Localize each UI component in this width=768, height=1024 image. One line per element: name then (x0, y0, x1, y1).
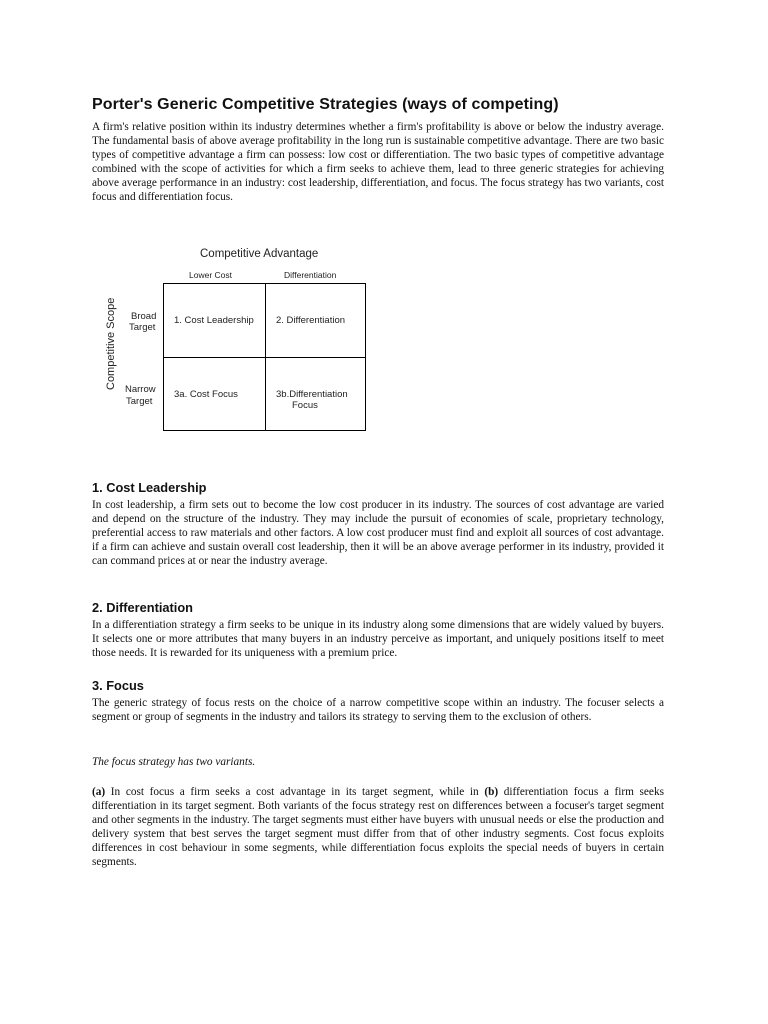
cell-differentiation: 2. Differentiation (276, 315, 346, 326)
section-heading: 3. Focus (92, 678, 144, 693)
focus-variants-paragraph (92, 786, 664, 869)
diagram-row-narrow-target: Target (126, 396, 153, 407)
diagram-row-broad: Broad (131, 311, 157, 322)
section-paragraph: The generic strategy of focus rests on the choice of a narrow competitive scope within an industry. The focuser selects a segment or group of segments in the industry and tailors its strategy to serving them to the exclusion of others. (92, 697, 664, 723)
focus-variants-intro (92, 756, 664, 770)
diagram-side-label: Competitive Scope (105, 297, 117, 390)
strategy-grid (163, 283, 366, 431)
variant-a-text: In cost focus a firm seeks a cost advantage in its target segment, while in (105, 786, 485, 798)
intro-paragraph: A firm's relative position within its industry determines whether a firm's profitability is above or below the industry average. The fundamental basis of above average profitability in the long run is sustainable competitive advantage. There are two basic types of competitive advantage a firm can possess: low cost or differentiation. The two basic types of competitive advantage combined with the scope of activities for which a firm seeks to achieve them, lead to three generic strategies for achieving above average performance in an industry: cost leadership, differentiation, and focus. The focus strategy has two variants, cost focus and differentiation focus. (92, 121, 664, 203)
cell-cost-leadership: 1. Cost Leadership (174, 315, 254, 326)
cell-differentiation-focus-line2: Focus (292, 400, 318, 411)
cell-differentiation-focus: 3b.Differentiation (276, 389, 348, 400)
variants-intro-text: The focus strategy has two variants. (92, 756, 256, 768)
grid-divider-horizontal (164, 357, 365, 358)
diagram-col-differentiation: Differentiation (284, 270, 337, 280)
diagram-row-broad-target: Target (129, 322, 156, 333)
variant-a-marker: (a) (92, 786, 106, 798)
section-heading: 2. Differentiation (92, 600, 193, 615)
section-differentiation (92, 600, 664, 661)
variant-b-marker: (b) (484, 786, 499, 798)
diagram-col-lower-cost: Lower Cost (189, 270, 232, 280)
diagram-row-narrow: Narrow (125, 384, 156, 395)
page-title: Porter's Generic Competitive Strategies (ways of competing) (92, 96, 559, 113)
section-cost-leadership (92, 480, 664, 569)
section-paragraph: In a differentiation strategy a firm seeks to be unique in its industry along some dimensions that are widely valued by buyers. It selects one or more attributes that many buyers in an industry perceive as important, and uniquely positions itself to meet those needs. It is rewarded for its uniqueness with a premium price. (92, 619, 664, 659)
section-heading: 1. Cost Leadership (92, 480, 207, 495)
section-paragraph: In cost leadership, a firm sets out to become the low cost producer in its industry. The sources of cost advantage are varied and depend on the structure of the industry. They may include the pursuit of economies of scale, proprietary technology, preferential access to raw materials and other factors. A low cost producer must find and exploit all sources of cost advantage. if a firm can achieve and sustain overall cost leadership, then it will be an above average performer in its industry, provided it can command prices at or near the industry average. (92, 499, 664, 567)
variant-b-text: differentiation focus a firm seeks differentiation in its target segment. Both variants of the focus strategy rest on differences between a focuser's target segment and other segments in the industry. The target segments must either have buyers with unusual needs or else the production and delivery system that best serves the target segment must differ from that of other industry segments. Cost focus exploits differences in cost behaviour in some segments, while differentiation focus exploits the special needs of buyers in certain segments. (92, 786, 664, 868)
diagram-top-label: Competitive Advantage (200, 248, 319, 260)
cell-cost-focus: 3a. Cost Focus (174, 389, 238, 400)
section-focus (92, 678, 664, 725)
